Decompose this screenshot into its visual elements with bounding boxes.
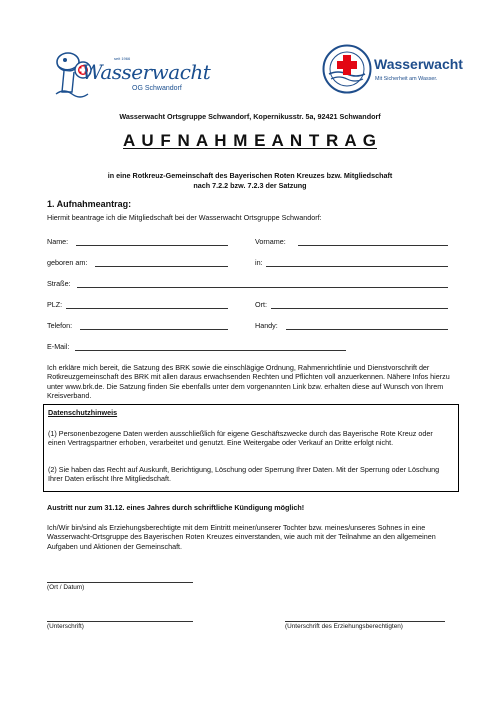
ort-field[interactable] (271, 308, 448, 309)
right-logo-tagline: Mit Sicherheit am Wasser. (375, 76, 438, 82)
left-logo-wordmark: Wasserwacht (82, 60, 211, 84)
left-logo-small-text: seit 1966 (114, 56, 131, 61)
guardian-consent-text: Ich/Wir bin/sind als Erziehungsberechtigte mit dem Eintritt meiner/unserer Tochter bzw. meines/unseres Sohnes in eine Wasserwacht-Ortsgruppe des Bayerischen Roten Kreuzes einverstanden, wie auch mit der Teilnahme an den allgemeinen Aufgaben und Aktionen der Gemeinschaft. (47, 523, 436, 551)
erziehungsberechtigter-caption: (Unterschrift des Erziehungsberechtigten) (285, 623, 403, 630)
section-heading: 1. Aufnahmeantrag: (47, 199, 132, 209)
organisation-address: Wasserwacht Ortsgruppe Schwandorf, Kopernikusstr. 5a, 92421 Schwandorf (119, 112, 381, 121)
datenschutz-paragraph-1: (1) Personenbezogene Daten werden ausschließlich für eigene Geschäftszwecke durch das Bayerische Rote Kreuz oder einen Vertragspartner erhoben, verarbeitet und genutzt. Eine Weitergabe oder Verkauf an Dritte erfolgt nicht. (48, 429, 433, 448)
subtitle-line-1: in eine Rotkreuz-Gemeinschaft des Bayerischen Roten Kreuzes bzw. Mitgliedschaft (107, 171, 393, 180)
right-logo-wordmark: Wasserwacht (374, 56, 463, 72)
wasserwacht-og-logo (52, 46, 211, 102)
plz-label: PLZ: (47, 300, 63, 309)
geburtsort-field[interactable] (266, 266, 448, 267)
geboren-label: geboren am: (47, 258, 88, 267)
document-title: A U F N A H M E A N T R A G (123, 131, 377, 150)
unterschrift-caption: (Unterschrift) (47, 623, 84, 630)
name-label: Name: (47, 237, 69, 246)
unterschrift-signature-line[interactable] (47, 621, 193, 622)
geburtsort-label: in: (255, 258, 263, 267)
erziehungsberechtigter-signature-line[interactable] (285, 621, 445, 622)
wasserwacht-brk-logo (322, 44, 462, 100)
email-field[interactable] (75, 350, 346, 351)
geboren-field[interactable] (95, 266, 228, 267)
handy-label: Handy: (255, 321, 278, 330)
datenschutz-box (43, 404, 459, 492)
strasse-label: Straße: (47, 279, 71, 288)
red-cross-emblem-icon (322, 44, 372, 94)
austritt-notice: Austritt nur zum 31.12. eines Jahres durch schriftliche Kündigung möglich! (47, 503, 305, 512)
vorname-label: Vorname: (255, 237, 286, 246)
declaration-text: Ich erkläre mich bereit, die Satzung des BRK sowie die einschlägige Ordnung, Rahmenrichtlinie und Dienstvorschrift der Rotkreuzgemeinschaft des BRK mit allen daraus erwachsenden Rechten und Pflichten voll anzuerkennen. Nähere Infos hierzu unter www.brk.de. Die Satzung finden Sie ebenfalls unter dem vorgenannten Link bzw. erhalten diese auf Wunsch von Ihrem Kreisverband. (47, 363, 450, 401)
subtitle-line-2: nach 7.2.2 bzw. 7.2.3 der Satzung (193, 181, 307, 190)
datenschutz-paragraph-2: (2) Sie haben das Recht auf Auskunft, Berichtigung, Löschung oder Sperrung Ihrer Daten. Mit der Sperrung oder Löschung Ihrer Daten erlischt Ihre Mitgliedschaft. (48, 465, 440, 484)
left-logo-subtext: OG Schwandorf (132, 85, 182, 92)
telefon-label: Telefon: (47, 321, 73, 330)
handy-field[interactable] (286, 329, 448, 330)
section-intro: Hiermit beantrage ich die Mitgliedschaft bei der Wasserwacht Ortsgruppe Schwandorf: (47, 213, 322, 222)
plz-field[interactable] (66, 308, 228, 309)
email-label: E-Mail: (47, 342, 70, 351)
ort-label: Ort: (255, 300, 267, 309)
name-field[interactable] (76, 245, 228, 246)
vorname-field[interactable] (298, 245, 448, 246)
ort-datum-signature-line[interactable] (47, 582, 193, 583)
ort-datum-caption: (Ort / Datum) (47, 584, 85, 591)
telefon-field[interactable] (80, 329, 228, 330)
datenschutz-heading: Datenschutzhinweis (48, 408, 118, 417)
strasse-field[interactable] (77, 287, 448, 288)
